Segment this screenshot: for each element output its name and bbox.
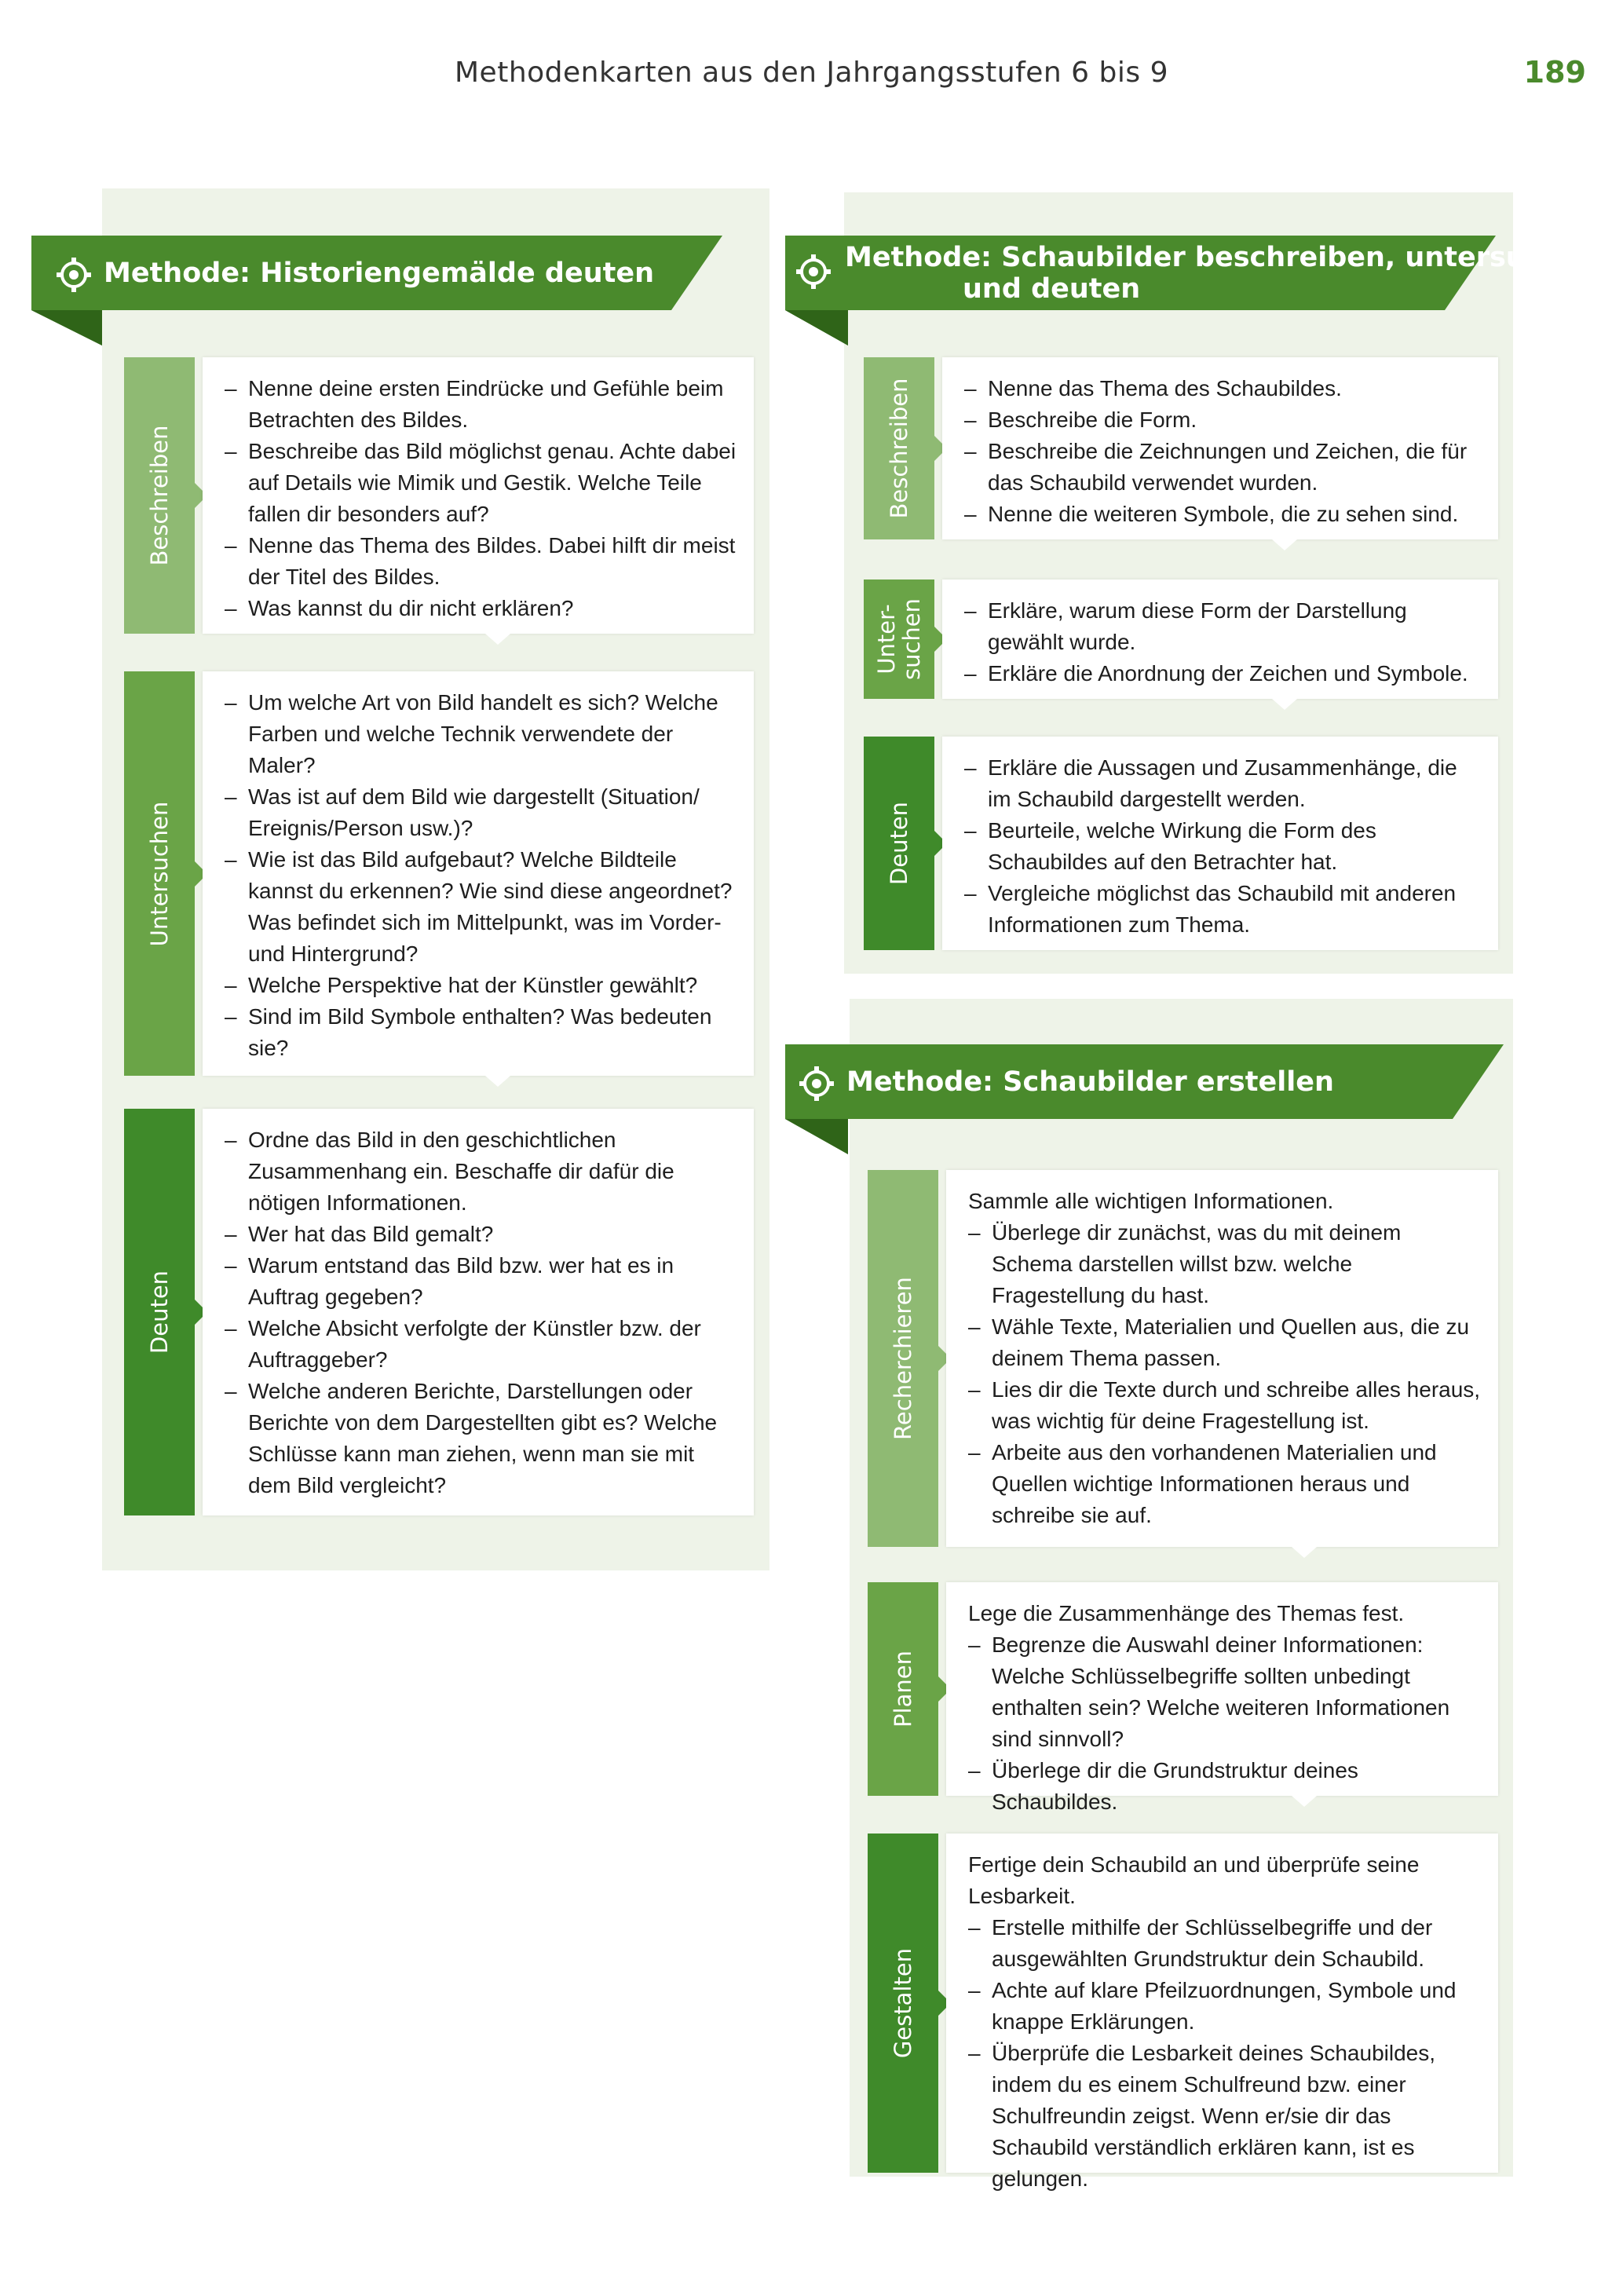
list-item: – Sind im Bild Symbole enthalten? Was bedeuten sie? <box>220 1001 740 1064</box>
tab-label <box>874 598 924 680</box>
tab-label: Beschreiben <box>886 378 912 519</box>
list-item: – Beschreibe das Bild möglichst genau. Achte dabei auf Details wie Mimik und Gestik. Welche Teile fallen dir besonders auf? <box>220 436 740 530</box>
tab-beschreiben <box>124 357 195 634</box>
tab-label: Deuten <box>146 1270 173 1355</box>
tab-gestalten <box>868 1834 938 2173</box>
tab-label-line1: Unter- <box>873 604 900 675</box>
page-number: 189 <box>1523 55 1586 90</box>
tab-beschreiben <box>864 357 934 539</box>
section-beschreiben <box>864 357 1498 539</box>
list-item: – Warum entstand das Bild bzw. wer hat es in Auftrag gegeben? <box>220 1250 740 1313</box>
tab-label: Beschreiben <box>146 425 173 566</box>
page-header: Methodenkarten aus den Jahrgangsstufen 6 bis 9 <box>455 57 1168 89</box>
list-item: – Welche Absicht verfolgte der Künstler bzw. der Auftraggeber? <box>220 1313 740 1376</box>
list-item: – Erstelle mithilfe der Schlüsselbegriffe und der ausgewählten Grundstruktur dein Schaubild. <box>963 1912 1484 1975</box>
section-content <box>946 1834 1498 2191</box>
list-item: – Welche anderen Berichte, Darstellungen oder Berichte von dem Dargestellten gibt es? Welche Schlüsse kann man ziehen, wenn man sie mit dem Bild vergleicht? <box>220 1376 740 1501</box>
list-item: – Nenne das Thema des Schaubildes. <box>960 373 1484 404</box>
section-content <box>942 579 1498 699</box>
list-item: – Erkläre, warum diese Form der Darstellung gewählt wurde. <box>960 595 1484 658</box>
tab-deuten <box>864 737 934 950</box>
card-title-line1: Methode: Schaubilder beschreiben, untersuchen <box>845 242 1600 273</box>
list-item: – Erkläre die Anordnung der Zeichen und Symbole. <box>960 658 1484 689</box>
list-item: – Überprüfe die Lesbarkeit deines Schaubildes, indem du es einem Schulfreund bzw. einer Schulfreundin zeigst. Wenn er/sie dir das Schaubild verständlich erklären kann, ist es gelungen. <box>963 2038 1484 2195</box>
list-item: – Nenne die weiteren Symbole, die zu sehen sind. <box>960 499 1484 530</box>
list-item: – Arbeite aus den vorhandenen Materialien und Quellen wichtige Informationen heraus und schreibe sie auf. <box>963 1437 1484 1531</box>
section-gestalten <box>868 1834 1498 2191</box>
card-title: Methode: Historiengemälde deuten <box>104 258 654 289</box>
list-item: – Begrenze die Auswahl deiner Informationen: Welche Schlüsselbegriffe sollten unbedingt enthalten sein? Welche weiteren Informationen sind sinnvoll? <box>963 1629 1484 1755</box>
list-item: – Erkläre die Aussagen und Zusammenhänge, die im Schaubild dargestellt werden. <box>960 752 1484 815</box>
tab-label: Planen <box>890 1651 916 1727</box>
tab-deuten <box>124 1109 195 1515</box>
section-lead: Sammle alle wichtigen Informationen. <box>968 1189 1334 1213</box>
list-item: – Nenne das Thema des Bildes. Dabei hilft dir meist der Titel des Bildes. <box>220 530 740 593</box>
list-item: – Beschreibe die Form. <box>960 404 1484 436</box>
section-content <box>203 357 754 634</box>
tab-untersuchen <box>124 671 195 1076</box>
section-content <box>203 671 754 1076</box>
list-item: – Wer hat das Bild gemalt? <box>220 1219 740 1250</box>
section-lead: Fertige dein Schaubild an und überprüfe seine Lesbarkeit. <box>968 1852 1420 1908</box>
list-item: – Vergleiche möglichst das Schaubild mit anderen Informationen zum Thema. <box>960 878 1484 941</box>
section-deuten <box>864 737 1498 950</box>
section-beschreiben <box>124 357 754 634</box>
tab-label: Untersuchen <box>146 801 173 946</box>
tab-label: Recherchieren <box>890 1277 916 1440</box>
section-untersuchen <box>864 579 1498 699</box>
section-lead: Lege die Zusammenhänge des Themas fest. <box>968 1601 1405 1625</box>
tab-untersuchen <box>864 579 934 699</box>
card-banner <box>785 1044 1504 1154</box>
card-banner <box>785 236 1600 345</box>
list-item: – Beschreibe die Zeichnungen und Zeichen, die für das Schaubild verwendet wurden. <box>960 436 1484 499</box>
section-content <box>946 1170 1498 1547</box>
list-item: – Überlege dir zunächst, was du mit deinem Schema darstellen willst bzw. welche Fragestellung du hast. <box>963 1217 1484 1311</box>
list-item: – Beurteile, welche Wirkung die Form des Schaubildes auf den Betrachter hat. <box>960 815 1484 878</box>
tab-recherchieren <box>868 1170 938 1547</box>
tab-planen <box>868 1582 938 1796</box>
card-title: Methode: Schaubilder erstellen <box>846 1066 1334 1098</box>
tab-label-line2: suchen <box>898 598 925 681</box>
section-content <box>203 1109 754 1515</box>
list-item: – Ordne das Bild in den geschichtlichen Zusammenhang ein. Beschaffe dir dafür die nötigen Informationen. <box>220 1124 740 1219</box>
list-item: – Wie ist das Bild aufgebaut? Welche Bildteile kannst du erkennen? Wie sind diese angeordnet? Was befindet sich im Mittelpunkt, was im Vorder- und Hintergrund? <box>220 844 740 970</box>
list-item: – Was ist auf dem Bild wie dargestellt (Situation/ Ereignis/Person usw.)? <box>220 781 740 844</box>
tab-label: Deuten <box>886 801 912 886</box>
card-title-line2: und deuten <box>963 273 1141 305</box>
tab-label: Gestalten <box>890 1947 916 2059</box>
card-banner <box>31 236 722 345</box>
list-item: – Um welche Art von Bild handelt es sich? Welche Farben und welche Technik verwendete der Maler? <box>220 687 740 781</box>
list-item: – Welche Perspektive hat der Künstler gewählt? <box>220 970 740 1001</box>
list-item: – Lies dir die Texte durch und schreibe alles heraus, was wichtig für deine Fragestellung ist. <box>963 1374 1484 1437</box>
list-item: – Wähle Texte, Materialien und Quellen aus, die zu deinem Thema passen. <box>963 1311 1484 1374</box>
section-content <box>942 357 1498 539</box>
section-untersuchen <box>124 671 754 1076</box>
section-content <box>946 1582 1498 1814</box>
list-item: – Achte auf klare Pfeilzuordnungen, Symbole und knappe Erklärungen. <box>963 1975 1484 2038</box>
section-planen <box>868 1582 1498 1814</box>
list-item: – Überlege dir die Grundstruktur deines Schaubildes. <box>963 1755 1484 1818</box>
list-item: – Was kannst du dir nicht erklären? <box>220 593 740 624</box>
section-content <box>942 737 1498 950</box>
section-deuten <box>124 1109 754 1515</box>
section-recherchieren <box>868 1170 1498 1547</box>
list-item: – Nenne deine ersten Eindrücke und Gefühle beim Betrachten des Bildes. <box>220 373 740 436</box>
